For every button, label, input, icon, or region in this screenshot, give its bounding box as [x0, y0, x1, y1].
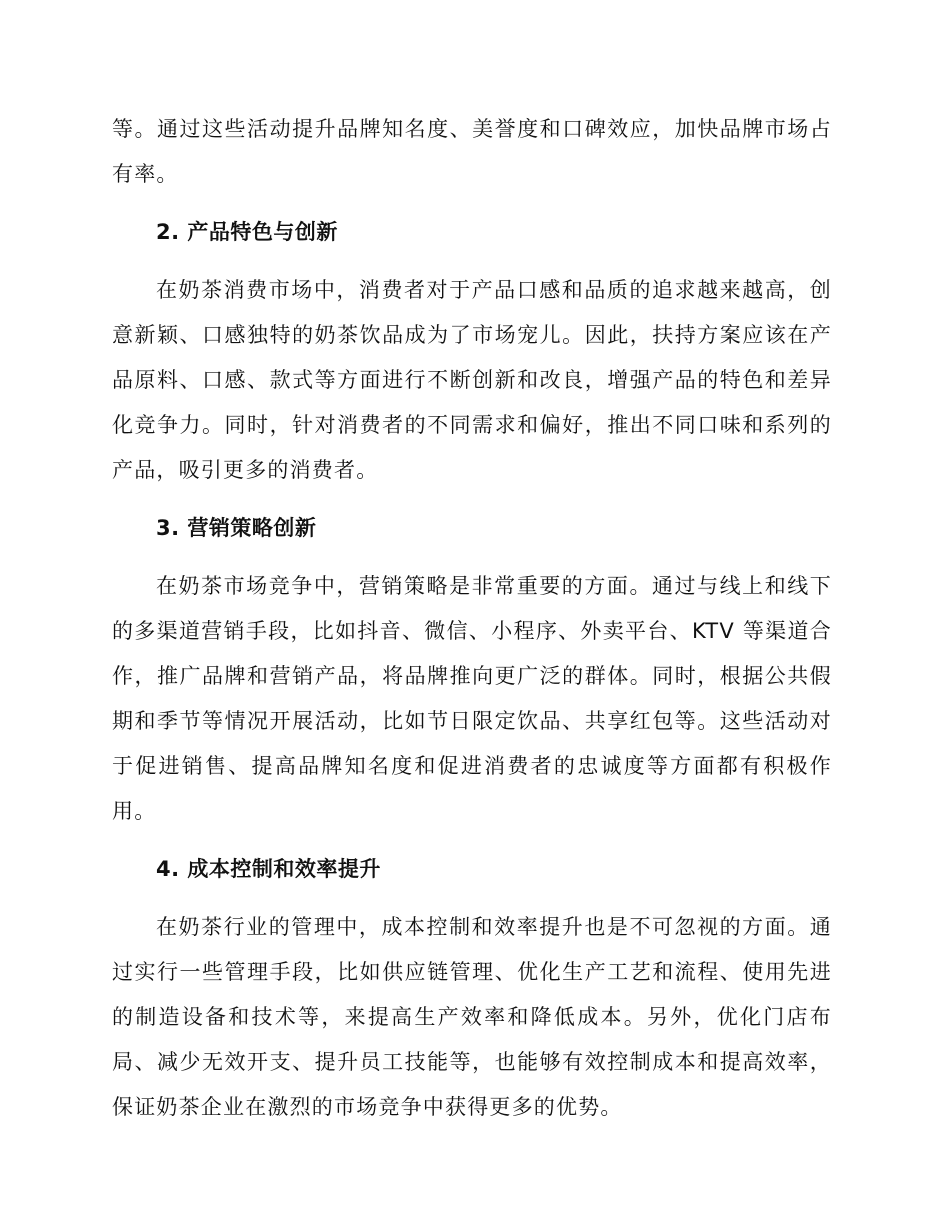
section-heading-product-innovation: 2. 产品特色与创新: [156, 220, 338, 244]
section-body-cost-control: 在奶茶行业的管理中，成本控制和效率提升也是不可忽视的方面。通过实行一些管理手段，比如供应链管理、优化生产工艺和流程、使用先进的制造设备和技术等，来提高生产效率和降低成本。另外，优化门店布局、减少无效开支、提升员工技能等，也能够有效控制成本和提高效率，保证奶茶企业在激烈的市场竞争中获得更多的优势。: [112, 915, 832, 1119]
section-body-product-innovation: 在奶茶消费市场中，消费者对于产品口感和品质的追求越来越高，创意新颖、口感独特的奶茶饮品成为了市场宠儿。因此，扶持方案应该在产品原料、口感、款式等方面进行不断创新和改良，增强产品的特色和差异化竞争力。同时，针对消费者的不同需求和偏好，推出不同口味和系列的产品，吸引更多的消费者。: [112, 278, 832, 482]
section-heading-cost-control: 4. 成本控制和效率提升: [156, 857, 381, 881]
section-heading-marketing-strategy: 3. 营销策略创新: [156, 516, 317, 540]
section-body-marketing-strategy: 在奶茶市场竞争中，营销策略是非常重要的方面。通过与线上和线下的多渠道营销手段，比如抖音、微信、小程序、外卖平台、KTV 等渠道合作，推广品牌和营销产品，将品牌推向更广泛的群体。同时，根据公共假期和季节等情况开展活动，比如节日限定饮品、共享红包等。这些活动对于促进销售、提高品牌知名度和促进消费者的忠诚度等方面都有积极作用。: [112, 574, 832, 823]
document-page: [112, 107, 832, 1130]
intro-paragraph: 等。通过这些活动提升品牌知名度、美誉度和口碑效应，加快品牌市场占有率。: [112, 117, 832, 186]
